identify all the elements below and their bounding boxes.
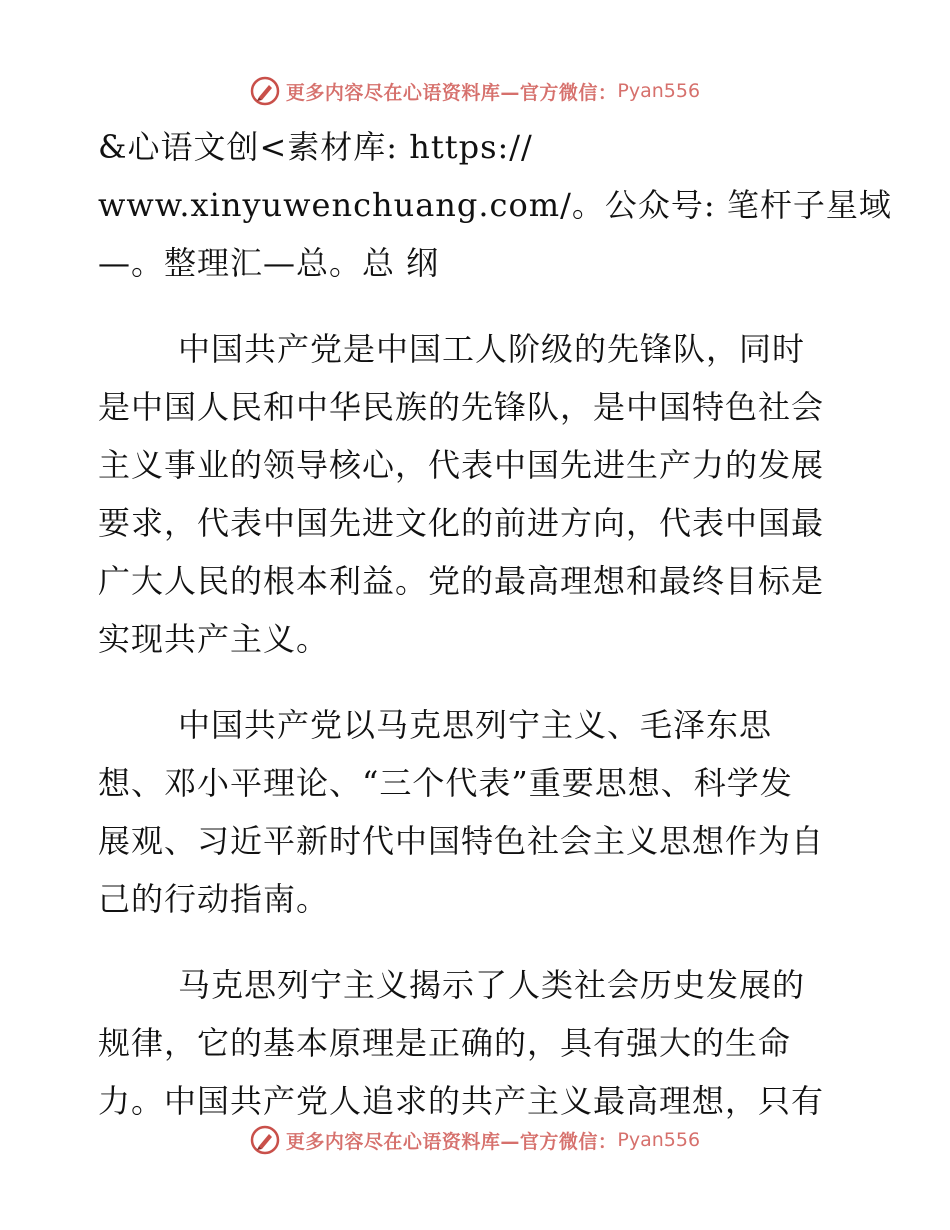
- paragraph-line: 中国共产党以马克思列宁主义、毛泽东思: [178, 706, 773, 744]
- header-watermark-banner: [0, 71, 950, 111]
- banner-text: 更多内容尽在心语资料库—官方微信：: [285, 1130, 618, 1153]
- banner-wechat-id: Pyan556: [617, 1129, 701, 1151]
- pen-logo-icon: [250, 76, 280, 106]
- paragraph-3: [98, 956, 852, 1130]
- paragraph-line: 实现共产主义。: [98, 620, 330, 658]
- document-body: [98, 118, 892, 1130]
- paragraph-2: [98, 696, 852, 928]
- footer-watermark-banner: [0, 1120, 950, 1160]
- intro-line: www.xinyuwenchuang.com/。公众号: 笔杆子星域: [98, 186, 892, 224]
- paragraph-line: 己的行动指南。: [98, 880, 330, 918]
- paragraph-line: 力。中国共产党人追求的共产主义最高理想，只有: [98, 1082, 825, 1120]
- banner-text: 更多内容尽在心语资料库—官方微信：: [285, 81, 618, 104]
- paragraph-1: [98, 320, 852, 668]
- paragraph-line: 展观、习近平新时代中国特色社会主义思想作为自: [98, 822, 825, 860]
- paragraph-line: 广大人民的根本利益。党的最高理想和最终目标是: [98, 562, 825, 600]
- paragraph-line: 中国共产党是中国工人阶级的先锋队，同时: [178, 330, 806, 368]
- paragraph-line: 主义事业的领导核心，代表中国先进生产力的发展: [98, 446, 825, 484]
- paragraph-line: 是中国人民和中华民族的先锋队，是中国特色社会: [98, 388, 825, 426]
- paragraph-line: 想、邓小平理论、“三个代表”重要思想、科学发: [98, 764, 793, 802]
- pen-logo-icon: [250, 1125, 280, 1155]
- paragraph-line: 规律，它的基本原理是正确的，具有强大的生命: [98, 1024, 792, 1062]
- banner-wechat-id: Pyan556: [617, 80, 701, 102]
- intro-line: —。整理汇—总。总 纲: [98, 244, 440, 282]
- paragraph-line: 要求，代表中国先进文化的前进方向，代表中国最: [98, 504, 825, 542]
- paragraph-line: 马克思列宁主义揭示了人类社会历史发展的: [178, 966, 806, 1004]
- intro-line: &心语文创<素材库: https://: [98, 128, 533, 166]
